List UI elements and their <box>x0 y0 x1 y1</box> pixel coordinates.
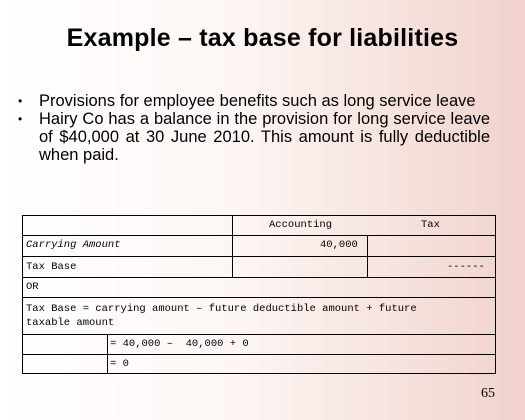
accounting-column-header: Accounting <box>269 219 333 231</box>
tax-base-row <box>22 256 496 277</box>
tax-base-label: Tax Base <box>26 261 77 273</box>
carrying-amount-row <box>22 235 496 256</box>
calculation-line-1: = 40,000 – 40,000 + 0 <box>110 338 249 350</box>
page-number: 65 <box>481 386 495 401</box>
calculation-line-2: = 0 <box>110 358 129 370</box>
bullet-text: Hairy Co has a balance in the provision for long service leave of $40,000 at 30 June 2010. This amount is fully deductible when paid. <box>39 110 490 164</box>
tax-base-tax-value: ------ <box>447 261 485 273</box>
bullet-list <box>18 92 490 164</box>
calc-row-1 <box>22 334 496 354</box>
calc-row-2 <box>22 354 496 374</box>
bullet-item <box>18 92 490 110</box>
slide-title: Example – tax base for liabilities <box>66 24 459 52</box>
or-label: OR <box>26 281 39 293</box>
bullet-icon: • <box>18 112 23 126</box>
tax-base-formula: Tax Base = carrying amount – future deductible amount + future taxable amount <box>26 303 417 329</box>
table-header-row <box>22 215 496 235</box>
tax-column-header: Tax <box>421 219 440 231</box>
carrying-amount-label: Carrying Amount <box>26 239 121 251</box>
table-divider <box>107 355 495 373</box>
formula-row <box>22 297 496 334</box>
bullet-item <box>18 110 490 164</box>
carrying-amount-accounting-value: 40,000 <box>320 239 358 251</box>
or-row <box>22 277 496 297</box>
tax-base-table <box>22 215 496 374</box>
table-divider <box>232 257 368 277</box>
bullet-icon: • <box>18 94 23 108</box>
bullet-text: Provisions for employee benefits such as long service leave <box>39 92 476 110</box>
